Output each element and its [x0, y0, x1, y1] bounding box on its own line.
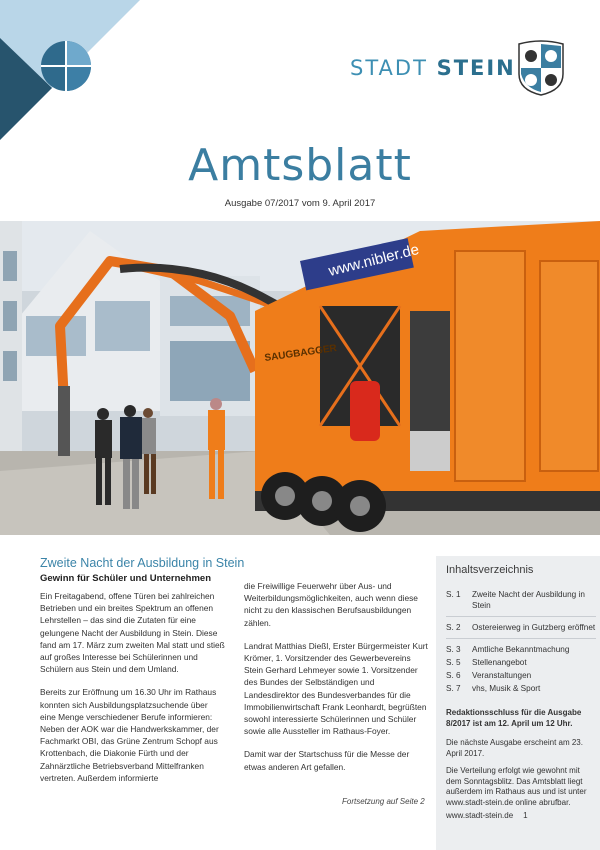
- toc-item[interactable]: [446, 622, 596, 633]
- divider: [446, 638, 596, 639]
- paragraph: Bereits zur Eröffnung um 16.30 Uhr im Rathaus konnten sich Ausbildungsplatzsuchende über eine Menge verschiedener Berufe informieren: Neben der AOK war die Handwerkskammer, der Fachmarkt OBI, das Grüne Zentrum Schopf aus Krottenbach, die Diakonie Fürth und der Zahnärztliche Betriebsverband Mittelfranken vertreten. Außerdem informierte: [40, 687, 219, 783]
- paragraph: die Freiwillige Feuerwehr über Aus- und Weiterbildungsmöglichkeiten, auch wenn diese nicht zu den klassischen Berufsausbildungen zählen.: [244, 581, 418, 628]
- next-issue-note: Die nächste Ausgabe erscheint am 23. April 2017.: [446, 738, 583, 758]
- divider: [446, 616, 596, 617]
- page-title: Amtsblatt: [188, 140, 412, 191]
- article-column-2: [244, 580, 430, 784]
- corner-graphic: [0, 0, 140, 140]
- cover-photo: [0, 221, 600, 535]
- toc-page: S. 3: [446, 645, 461, 654]
- toc-label: Amtliche Bekanntmachung: [472, 645, 570, 654]
- article-headline: Zweite Nacht der Ausbildung in Stein: [40, 556, 245, 570]
- toc-page: S. 6: [446, 671, 461, 680]
- toc-item[interactable]: [446, 670, 596, 681]
- toc-label: vhs, Musik & Sport: [472, 684, 541, 693]
- city-crest-icon: [517, 38, 565, 96]
- toc-page: S. 1: [446, 590, 461, 599]
- toc-label: Ostereierweg in Gutzberg eröffnet: [472, 623, 596, 632]
- distribution-note: Die Verteilung erfolgt wie gewohnt mit dem Sonntagsblitz. Das Amtsblatt liegt außerdem im Rathaus aus und ist unter www.stadt-stein.de online abrufbar.: [446, 766, 587, 807]
- website-link[interactable]: www.stadt-stein.de: [446, 811, 514, 820]
- article-column-1: [40, 590, 225, 795]
- toc-page: S. 7: [446, 684, 461, 693]
- toc-label: Veranstaltungen: [472, 671, 532, 680]
- toc-title: Inhaltsverzeichnis: [446, 564, 534, 576]
- paragraph: Ein Freitagabend, offene Türen bei zahlreichen Betrieben und ein breites Spektrum an offenen Lehrstellen – das sind die Zutaten für eine gelungene Nacht der Ausbildung in Stein. Diese fand am 17. März zum zweiten Mal statt und stieß auf großes Interesse bei Schülerinnen und Schülern aus Stein und dem Umland.: [40, 591, 225, 675]
- truck-side-lettering: SAUGBAGGER: [263, 342, 338, 364]
- toc-label: Zweite Nacht der Ausbildung in Stein: [472, 590, 585, 610]
- issue-line: Ausgabe 07/2017 vom 9. April 2017: [224, 198, 376, 209]
- page-number: 1: [523, 811, 528, 820]
- paragraph: Landrat Matthias Dießl, Erster Bürgermeister Kurt Krömer, 1. Vorsitzender des Gewerbevereins Stein Gerhard Lehmeyer sowie 1. Vorsitzender des Bundes der Selbständigen und Landesdirektor des Bundesverbandes für die Immobilienwirtschaft Frank Leonhardt, begrüßten sowohl interessierte Schülerinnen und Schüler sowie alle Aussteller im Rathaus-Foyer.: [244, 640, 428, 737]
- toc-page: S. 2: [446, 623, 461, 632]
- page-footer: [446, 811, 596, 820]
- truck-lettering: www.nibler.de: [326, 240, 421, 280]
- deadline-note: Redaktionsschluss für die Ausgabe 8/2017 ist am 12. April um 12 Uhr.: [446, 708, 582, 728]
- toc-label: Stellenangebot: [472, 658, 527, 667]
- toc-page: S. 5: [446, 658, 461, 667]
- continued-note: Fortsetzung auf Seite 2: [342, 797, 425, 806]
- toc-item[interactable]: [446, 589, 596, 611]
- city-name: STADT STEIN: [350, 56, 516, 80]
- toc-item[interactable]: [446, 657, 596, 668]
- toc-list: [446, 589, 596, 696]
- article-subhead: Gewinn für Schüler und Unternehmen: [40, 573, 212, 584]
- paragraph: Damit war der Startschuss für die Messe der etwas anderen Art gefallen.: [244, 749, 410, 772]
- toc-item[interactable]: [446, 683, 596, 694]
- table-of-contents-panel: [436, 556, 600, 850]
- toc-item[interactable]: [446, 644, 596, 655]
